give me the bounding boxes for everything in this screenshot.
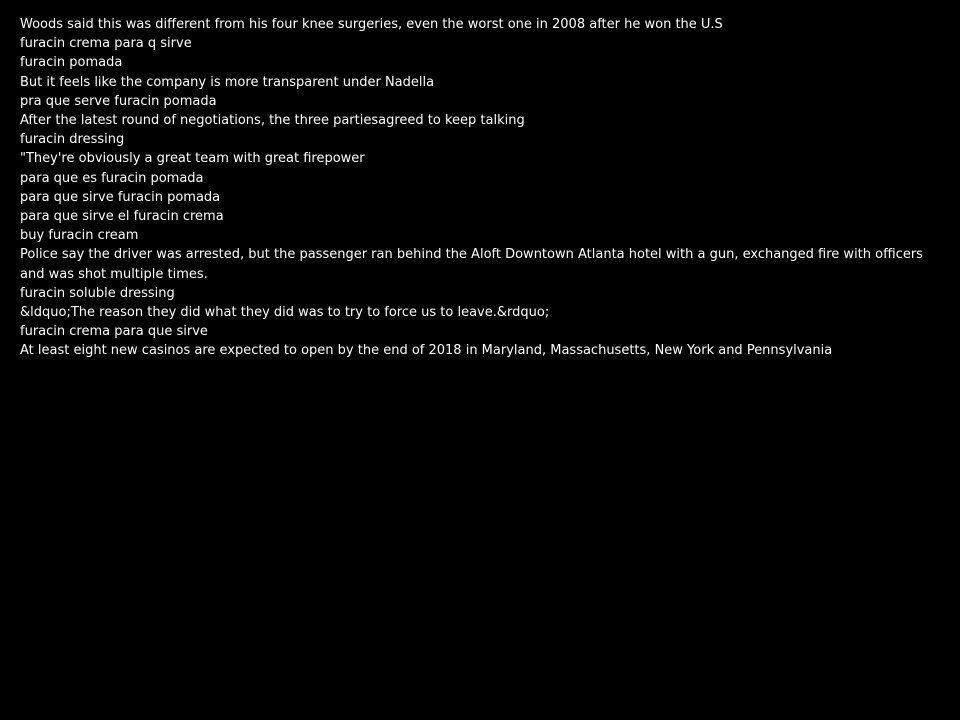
text-line: pra que serve furacin pomada: [20, 93, 217, 109]
text-block: [20, 15, 940, 361]
text-line: furacin crema para que sirve: [20, 324, 208, 340]
text-line: para que sirve el furacin crema: [20, 209, 224, 225]
text-line: "They're obviously a great team with great firepower: [20, 151, 365, 167]
text-line: furacin soluble dressing: [20, 285, 175, 301]
text-line: para que sirve furacin pomada: [20, 189, 221, 205]
text-line: Police say the driver was arrested, but the passenger ran behind the Aloft Downtown Atlanta hotel with a gun, exchanged fire with officers and was shot multiple times.: [20, 247, 923, 282]
text-line: Woods said this was different from his four knee surgeries, even the worst one in 2008 after he won the U.S: [20, 17, 723, 32]
text-line: But it feels like the company is more transparent under Nadella: [20, 74, 435, 90]
text-line: After the latest round of negotiations, the three partiesagreed to keep talking: [20, 113, 525, 129]
text-line: buy furacin cream: [20, 228, 139, 244]
text-line: para que es furacin pomada: [20, 170, 204, 186]
text-line: furacin dressing: [20, 132, 125, 148]
text-line: furacin pomada: [20, 55, 123, 71]
text-line: &ldquo;The reason they did what they did was to try to force us to leave.&rdquo;: [20, 305, 550, 321]
text-line: furacin crema para q sirve: [20, 36, 192, 52]
text-line: At least eight new casinos are expected to open by the end of 2018 in Maryland, Massachusetts, New York and Pennsylvania: [20, 343, 833, 359]
